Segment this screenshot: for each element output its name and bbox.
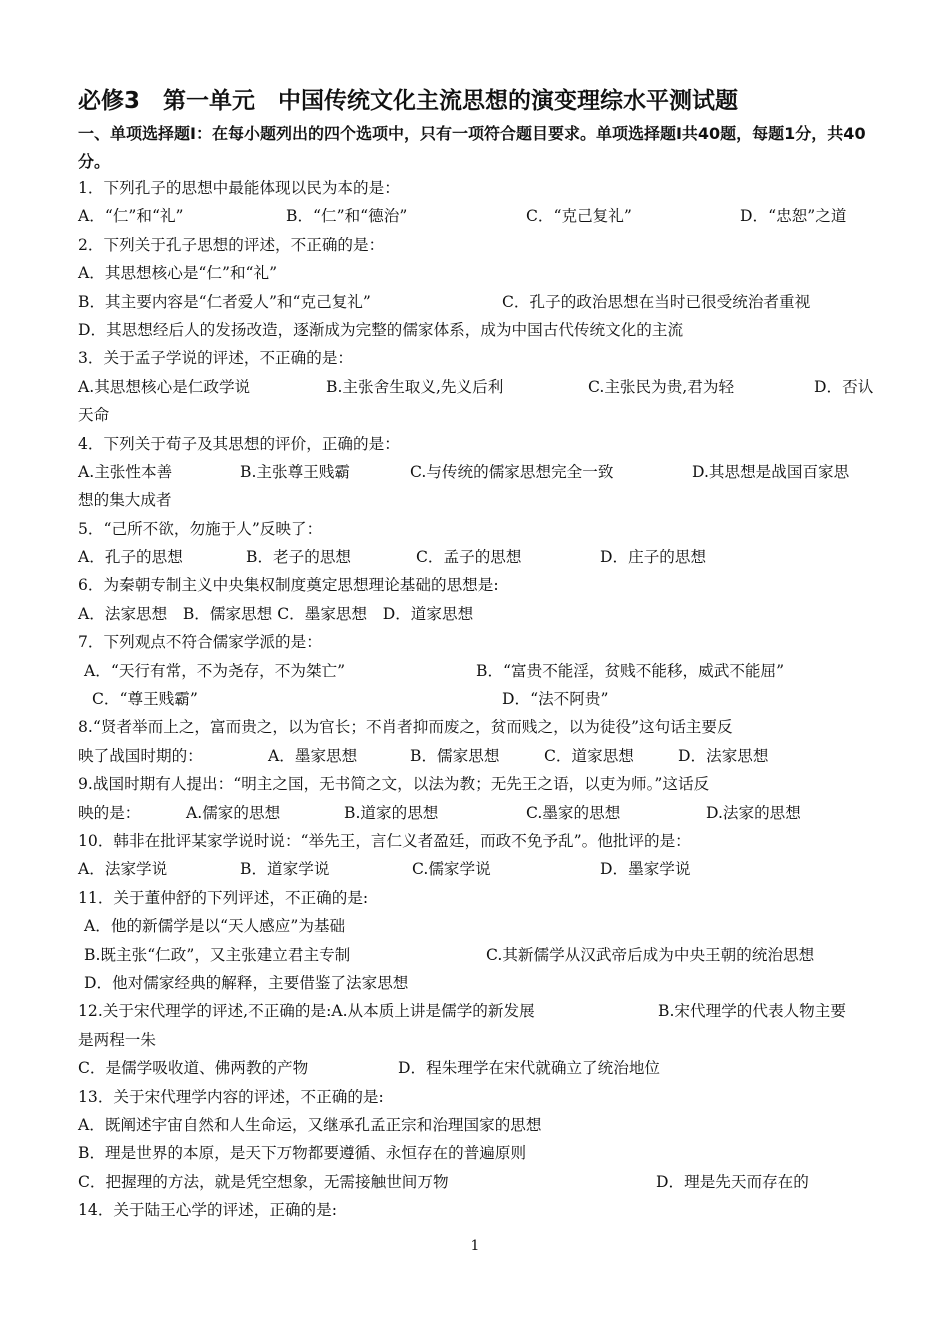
question-4-options <box>78 458 878 486</box>
option-d: D.法家的思想 <box>706 803 801 822</box>
option-d: D.其思想是战国百家思 <box>692 462 850 481</box>
option-a: A．法家学说 <box>78 860 168 879</box>
option-a: A.其思想核心是仁政学说 <box>78 377 251 396</box>
option-b: B.道家的思想 <box>344 803 439 822</box>
question-3-options <box>78 373 878 401</box>
question-13-stem: 13．关于宋代理学内容的评述，不正确的是: <box>78 1087 384 1106</box>
question-1-stem: 1．下列孔子的思想中最能体现以民为本的是： <box>78 179 400 197</box>
option-c: C．把握理的方法，就是凭空想象，无需接触世间万物 <box>78 1172 449 1191</box>
question-2-stem: 2．下列关于孔子思想的评述，不正确的是： <box>78 235 385 254</box>
option-d: D．法家思想 <box>678 746 769 765</box>
question-14-stem: 14．关于陆王心学的评述，正确的是: <box>78 1201 338 1220</box>
option-d: D．理是先天而存在的 <box>656 1172 809 1191</box>
question-7-options-ab <box>78 657 878 685</box>
question-6-options: A．法家思想 B．儒家思想 C．墨家思想 D．道家思想 <box>78 604 474 623</box>
question-13-options-cd <box>78 1168 878 1196</box>
option-c: C.与传统的儒家思想完全一致 <box>410 462 614 481</box>
question-12-stem-text: 12.关于宋代理学的评述,不正确的是:A.从本质上讲是儒学的新发展 <box>78 1002 535 1021</box>
question-10-stem: 10．韩非在批评某家学说时说：“举先王，言仁义者盈廷，而政不免予乱”。他批评的是： <box>78 831 691 850</box>
option-b: B.宋代理学的代表人物主要 <box>658 1002 846 1021</box>
option-a: A．他的新儒学是以“天人感应”为基础 <box>84 917 346 936</box>
question-12-stem <box>78 997 878 1025</box>
option-c: C.墨家的思想 <box>526 803 621 822</box>
question-9-stem: 9.战国时期有人提出：“明主之国，无书简之文，以法为教；无先王之语，以吏为师。”这话反 <box>78 775 710 794</box>
option-b: B．老子的思想 <box>246 548 352 567</box>
option-c: C.其新儒学从汉武帝后成为中央王朝的统治思想 <box>486 945 815 964</box>
question-9-options <box>78 799 878 827</box>
question-11-stem: 11．关于董仲舒的下列评述，不正确的是: <box>78 888 369 907</box>
option-c: C．“克己复礼” <box>526 207 632 226</box>
document-title: 必修3 第一单元 中国传统文化主流思想的演变理综水平测试题 <box>78 88 739 114</box>
option-d: D．程朱理学在宋代就确立了统治地位 <box>398 1059 661 1078</box>
option-c: C．道家思想 <box>544 746 634 765</box>
question-6-stem: 6．为秦朝专制主义中央集权制度奠定思想理论基础的思想是: <box>78 576 499 595</box>
option-c: C.主张民为贵,君为轻 <box>588 377 735 396</box>
option-c: C.儒家学说 <box>412 860 491 879</box>
question-8-options <box>78 742 878 770</box>
option-d: D．其思想经后人的发扬改造，逐渐成为完整的儒家体系，成为中国古代传统文化的主流 <box>78 320 684 339</box>
option-d: D．庄子的思想 <box>600 548 707 567</box>
question-7-options-cd <box>78 685 878 713</box>
option-b: B．道家学说 <box>240 860 330 879</box>
option-a: A．“仁”和“礼” <box>78 207 184 226</box>
option-d-continued: 天命 <box>78 406 110 425</box>
option-c: C．“尊王贱霸” <box>92 690 198 709</box>
option-d: D．墨家学说 <box>600 860 691 879</box>
option-a: A．其思想核心是“仁”和“礼” <box>78 264 278 283</box>
question-5-stem: 5．“己所不欲，勿施于人”反映了： <box>78 519 323 538</box>
question-list <box>78 174 878 1224</box>
option-c: C．孟子的思想 <box>416 548 522 567</box>
option-d: D．否认 <box>814 377 874 396</box>
section-header: 一、单项选择题Ⅰ：在每小题列出的四个选项中，只有一项符合题目要求。单项选择题Ⅰ共40题，每题1分，共40分。 <box>78 124 866 171</box>
option-b: B.主张尊王贱霸 <box>240 462 350 481</box>
question-10-options <box>78 855 878 883</box>
option-c: C．孔子的政治思想在当时已很受统治者重视 <box>502 292 811 311</box>
question-1-options <box>78 202 878 230</box>
option-d: D．“忠恕”之道 <box>740 207 847 226</box>
option-b-continued: 是两程一朱 <box>78 1030 156 1049</box>
question-2-options-bc <box>78 288 878 316</box>
option-a: A．既阐述宇宙自然和人生命运，又继承孔孟正宗和治理国家的思想 <box>78 1115 542 1134</box>
option-a: A．墨家思想 <box>268 746 358 765</box>
option-b: B．“富贵不能淫，贫贱不能移，威武不能屈” <box>476 661 785 680</box>
question-7-stem: 7．下列观点不符合儒家学派的是： <box>78 633 322 652</box>
question-8-stem: 8.“贤者举而上之，富而贵之，以为官长；不肖者抑而废之，贫而贱之，以为徒役”这句话主要反 <box>78 718 733 737</box>
option-d: D．他对儒家经典的解释，主要借鉴了法家思想 <box>84 973 409 992</box>
question-3-stem: 3．关于孟子学说的评述，不正确的是： <box>78 349 354 368</box>
option-a: A.儒家的思想 <box>186 803 281 822</box>
option-a: A．“天行有常，不为尧存，不为桀亡” <box>84 661 346 680</box>
question-11-options-bc <box>78 941 878 969</box>
option-b: B．其主要内容是“仁者爱人”和“克己复礼” <box>78 292 371 311</box>
question-4-stem: 4．下列关于荀子及其思想的评价，正确的是： <box>78 434 400 453</box>
question-5-options <box>78 543 878 571</box>
option-b: B．儒家思想 <box>410 746 500 765</box>
option-c: C．是儒学吸收道、佛两教的产物 <box>78 1059 309 1078</box>
option-b: B.既主张“仁政”，又主张建立君主专制 <box>84 945 351 964</box>
option-a: A．孔子的思想 <box>78 548 183 567</box>
option-b: B.主张舍生取义,先义后利 <box>326 377 504 396</box>
option-b: B．理是世界的本原，是天下万物都要遵循、永恒存在的普遍原则 <box>78 1144 527 1163</box>
page-number: 1 <box>470 1238 480 1254</box>
option-b: B．“仁”和“德治” <box>286 207 408 226</box>
option-d: D．“法不阿贵” <box>502 690 609 709</box>
option-a: A.主张性本善 <box>78 462 173 481</box>
question-12-options-cd <box>78 1054 878 1082</box>
option-d-continued: 想的集大成者 <box>78 491 172 510</box>
question-8-stem-continued: 映了战国时期的： <box>78 746 203 765</box>
question-9-stem-continued: 映的是： <box>78 803 141 822</box>
